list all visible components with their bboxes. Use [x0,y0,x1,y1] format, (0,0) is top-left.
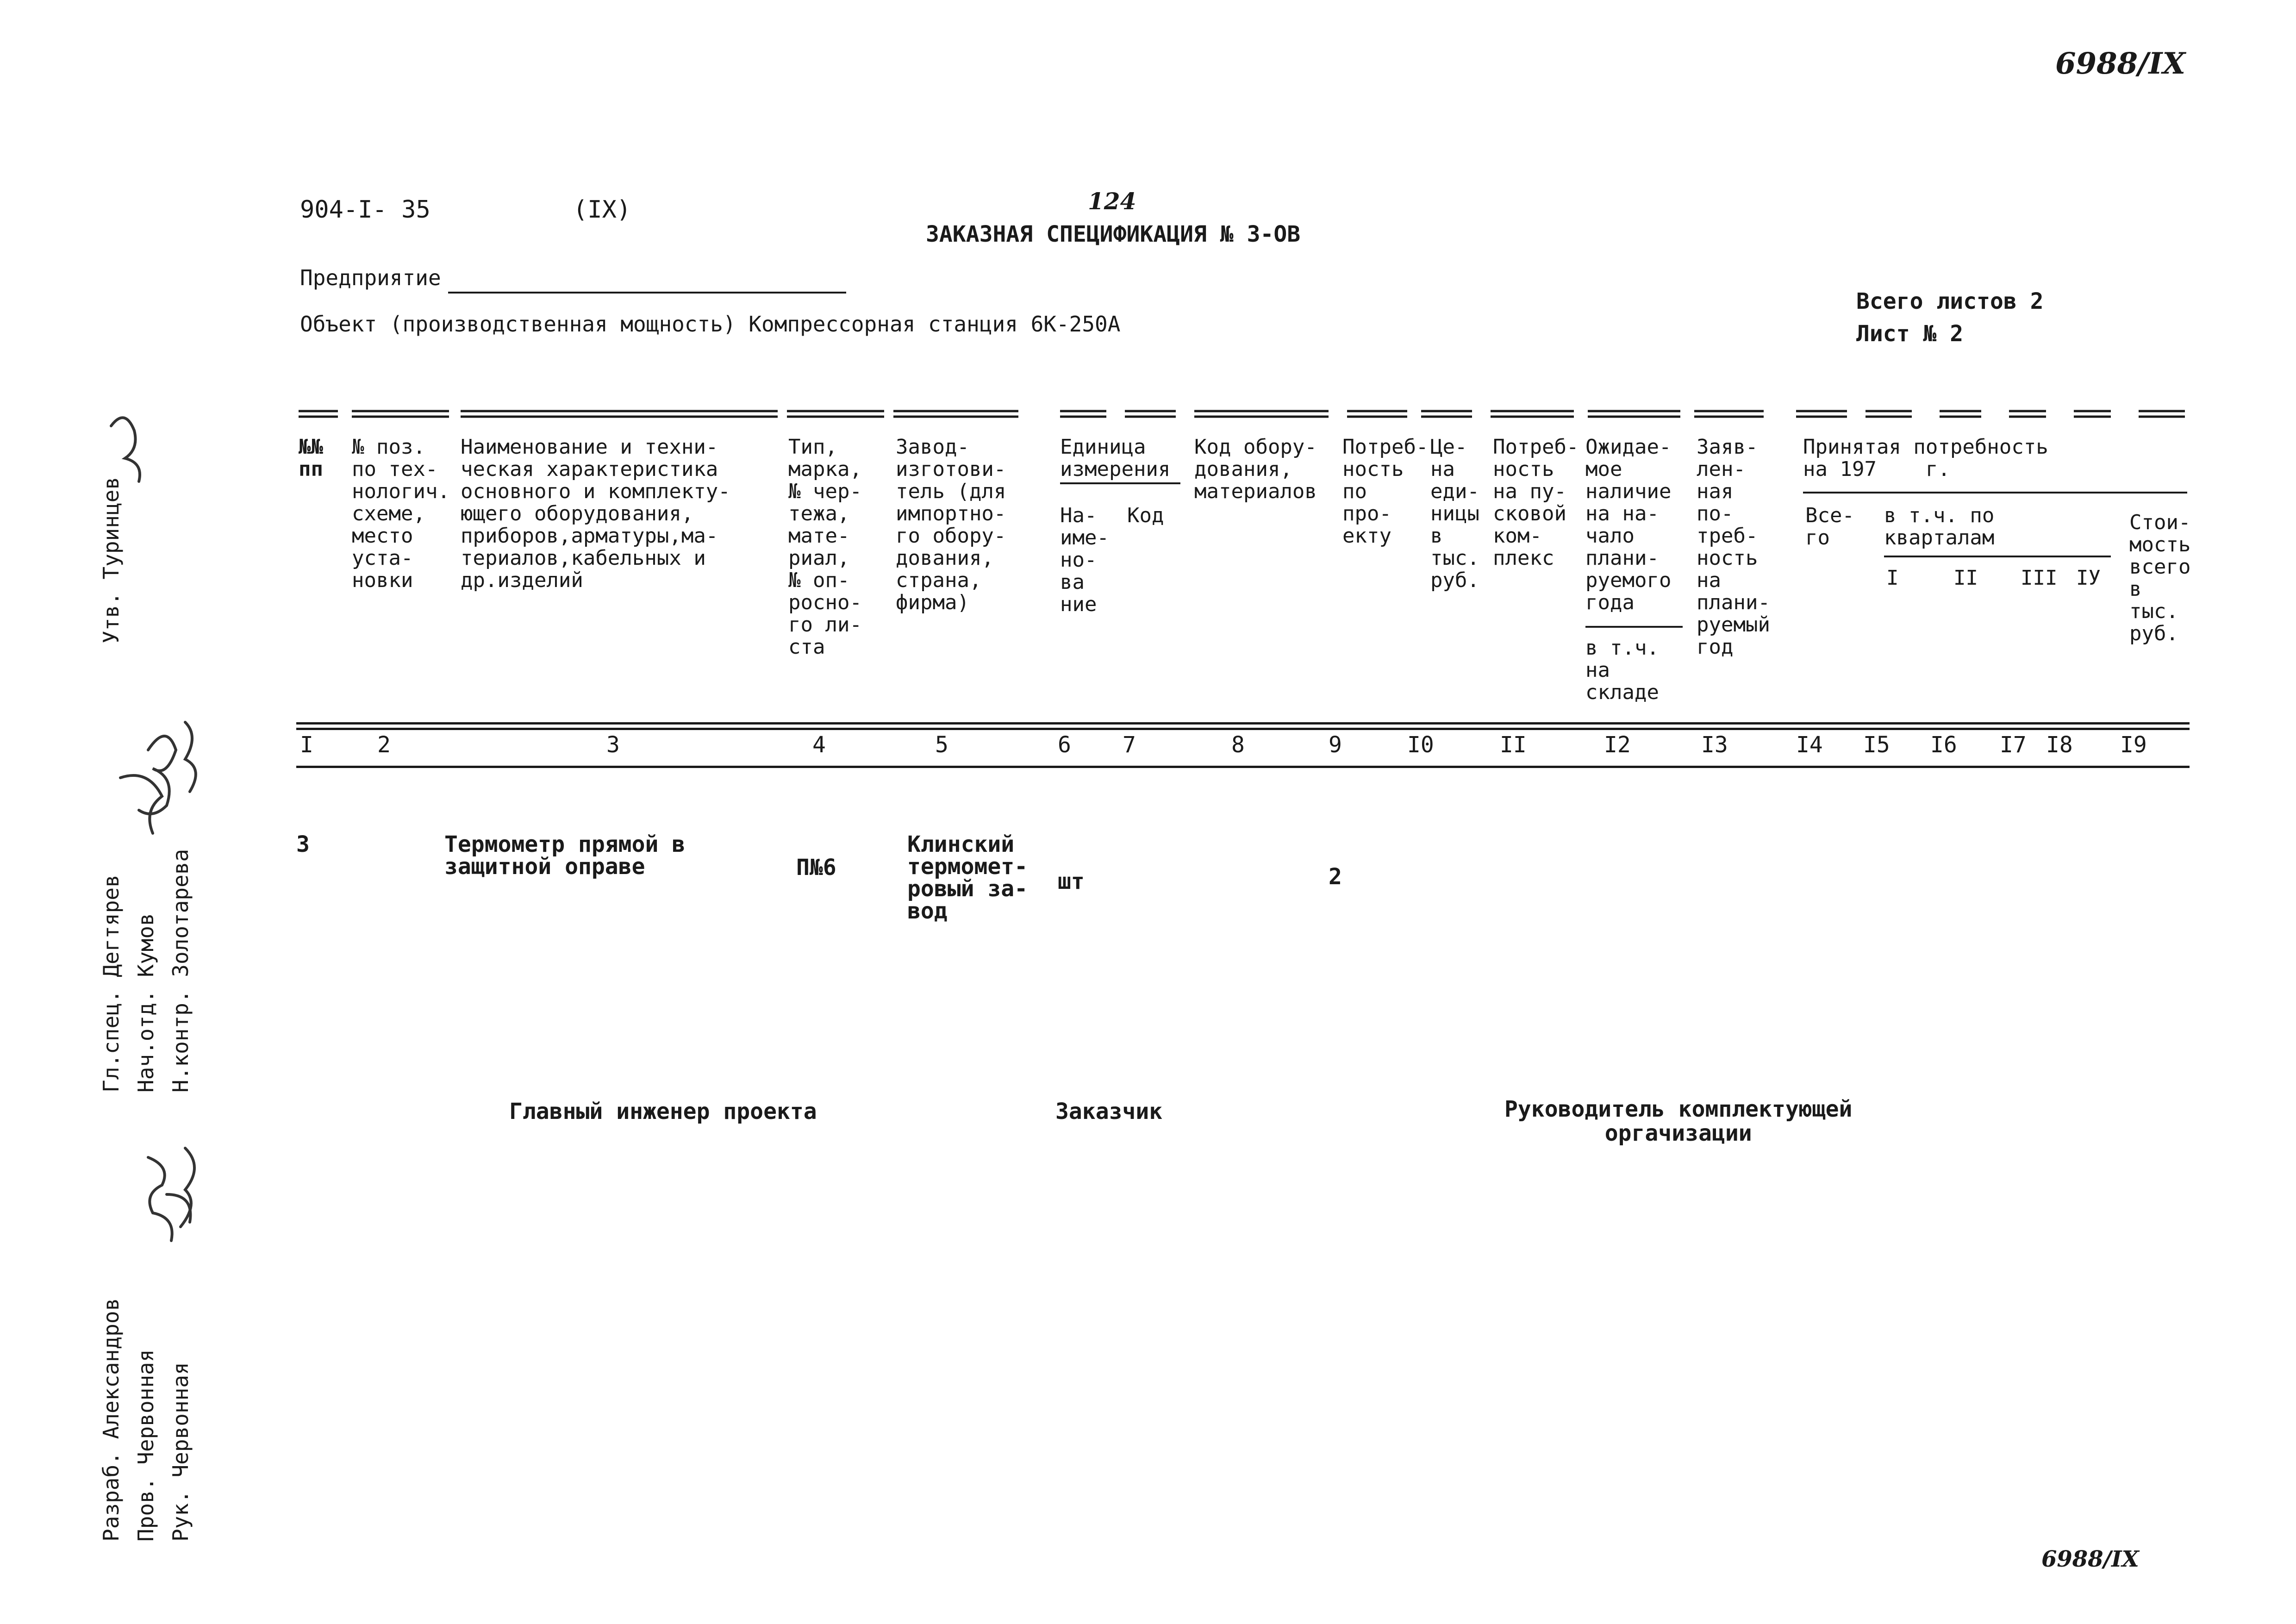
header-unit-code: Код [1127,504,1164,527]
accepted-divider [1803,492,2187,493]
department-head: Нач.отд. Кумов [133,913,158,1093]
checker: Пров. Червонная [133,1349,158,1542]
row-maker: Клинский термомет- ровый за- вод [907,831,1028,924]
colnum-4: 4 [812,732,826,758]
colnum-14: I4 [1796,732,1823,758]
header-type: Тип, марка, № чер- тежа, мате- риал, № оп- росно- го ли- ста [788,435,862,659]
header-total: Все- го [1805,504,1854,550]
header-unit-name: На- име- но- ва ние [1060,504,1109,616]
header-accepted-group: Принятая потребность на 197 г. [1803,435,2048,481]
norm-controller: Н.контр. Золотарева [168,849,193,1093]
chief-engineer-label: Главный инженер проекта [509,1099,817,1124]
chief-specialist: Гл.спец. Дегтярев [99,874,124,1093]
colnum-bottom-rule [296,766,2190,768]
colnum-15: I5 [1863,732,1890,758]
supplier-head-label: Руководитель комплектующей оргачизации [1504,1096,1853,1146]
row-type: П№6 [796,855,836,881]
header-num: №№ пп [299,435,323,481]
enterprise-label: Предприятие [300,265,441,290]
developer: Разраб. Александров [99,1298,124,1542]
colnum-2: 2 [377,732,391,758]
header-name: Наименование и техни- ческая характеристика основного и комплекту- ющего оборудования, приборов,арматуры,ма- териалов,кабельных и др.изделий [461,435,730,592]
header-expected-stock: Ожидае- мое наличие на на- чало плани- руемого года [1585,435,1672,614]
header-quarters-group: в т.ч. по кварталам [1884,504,1995,550]
header-in-warehouse: в т.ч. на складе [1585,636,1659,704]
row-num: 3 [296,831,310,857]
header-unit-price: Це- на еди- ницы в тыс. руб. [1430,435,1479,592]
colnum-5: 5 [935,732,948,758]
header-declared-demand: Заяв- лен- ная по- треб- ность на плани- руемый год [1697,435,1770,659]
table-top-rule [296,407,2190,421]
page-number: 124 [1088,187,1136,215]
colnum-top-rule [296,722,2190,725]
archive-number-bottom: 6988/IX [2041,1546,2139,1572]
colnum-1: I [300,732,313,758]
header-project-demand: Потреб- ность по про- екту [1342,435,1429,548]
enterprise-underline [448,292,846,294]
colnum-17: I7 [2000,732,2027,758]
customer-label: Заказчик [1055,1099,1163,1124]
header-unit-group: Единица измерения [1060,435,1171,481]
colnum-10: I0 [1407,732,1434,758]
header-q3: III [2021,566,2058,590]
colnum-top-rule-2 [296,728,2190,730]
colnum-13: I3 [1701,732,1728,758]
unit-divider [1060,482,1180,484]
sheet-number: Лист № 2 [1856,321,1964,347]
header-position: № поз. по тех- нологич. схеме, место уста- новки [352,435,450,592]
colnum-3: 3 [606,732,620,758]
colnum-7: 7 [1123,732,1136,758]
header-equipment-code: Код обору- дования, материалов [1194,435,1317,503]
colnum-16: I6 [1930,732,1957,758]
colnum-18: I8 [2046,732,2073,758]
header-q1: I [1886,566,1899,590]
row-name: Термометр прямой в защитной оправе [444,831,686,880]
header-q2: II [1953,566,1978,590]
object-line: Объект (производственная мощность) Компрессорная станция 6К-250А [300,312,1121,337]
approved-by: Утв. Туринцев [99,476,124,643]
document-part: (IX) [573,196,631,224]
row-qty: 2 [1329,864,1342,890]
colnum-6: 6 [1058,732,1071,758]
colnum-8: 8 [1231,732,1245,758]
quarters-divider [1884,556,2111,557]
stock-divider [1585,626,1683,628]
colnum-19: I9 [2120,732,2147,758]
total-sheets: Всего листов 2 [1856,288,2044,314]
header-manufacturer: Завод- изготови- тель (для импортно- го обору- дования, страна, фирма) [896,435,1006,614]
colnum-12: I2 [1604,732,1631,758]
document-code: 904-I- 35 [300,196,430,224]
group-head: Рук. Червонная [168,1362,193,1542]
header-q4: IУ [2076,566,2101,590]
handwritten-signatures-icon [83,398,222,1287]
colnum-9: 9 [1329,732,1342,758]
archive-number-top: 6988/IX [2055,46,2186,81]
header-cost: Стои- мость всего в тыс. руб. [2129,511,2191,645]
row-unit: шт [1058,868,1085,894]
colnum-11: II [1500,732,1527,758]
document-title: ЗАКАЗНАЯ СПЕЦИФИКАЦИЯ № 3-ОВ [926,221,1301,247]
header-startup-demand: Потреб- ность на пу- сковой ком- плекс [1493,435,1579,570]
